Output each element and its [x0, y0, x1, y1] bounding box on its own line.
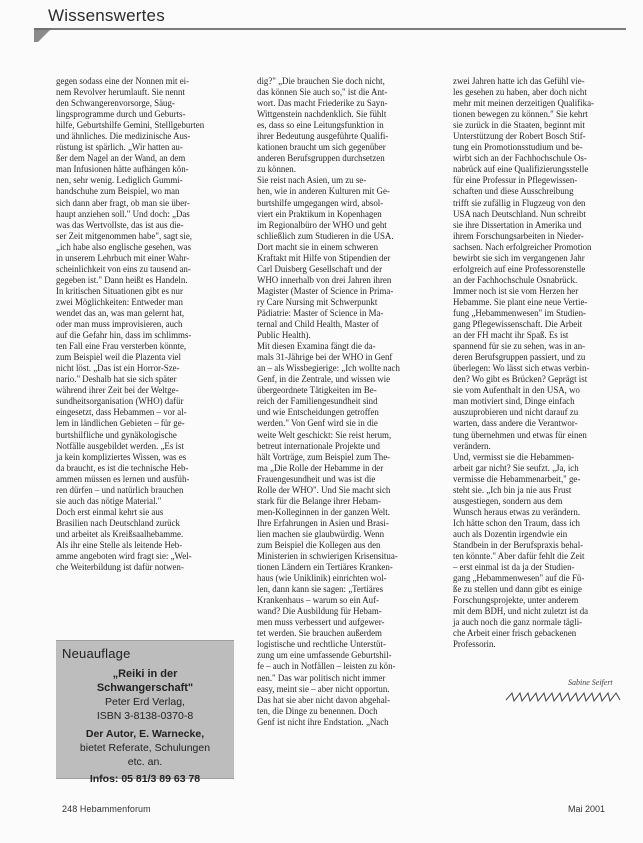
text-line: mit dem BDH, und nicht zuletzt ist da: [453, 606, 589, 617]
text-line: easy, meint sie – aber nicht opportun.: [257, 683, 390, 694]
signature-scribble-icon: [504, 690, 622, 704]
text-line: lingsprogramme durch und Geburts-: [56, 109, 186, 120]
text-line: wirbt sich an der Fachhochschule Os-: [453, 153, 587, 164]
text-line: hilfe, Geburtshilfe Gemini, Stelllgeburten: [56, 120, 205, 131]
text-line: das können Sie auch so," ist die Ant-: [257, 87, 388, 98]
text-line: ma „Die Rolle der Hebamme in der: [257, 462, 384, 473]
text-line: mehr mit meinen derzeitigen Qualifika-: [453, 98, 594, 109]
text-line: nem Revolver herumlauft. Sie nennt: [56, 87, 185, 98]
section-title: Wissenswertes: [48, 6, 165, 25]
text-line: übergeordnete Tätigkeiten im Be-: [257, 385, 377, 396]
text-line: Public Health).: [257, 330, 311, 341]
text-line: an – als Wissbegierige: „Ich wollte nach: [257, 363, 400, 374]
text-line: zung um eine umfassende Geburtshil-: [257, 650, 392, 661]
text-line: che Arbeit einer frisch gebackenen: [453, 628, 577, 639]
footer-date: Mai 2001: [568, 804, 606, 814]
text-line: Krankenhaus – warum so ein Auf-: [257, 595, 380, 606]
text-line: Pädiatrie: Master of Science in Ma-: [257, 307, 384, 318]
text-line: Genf ist nicht ihre Endstation. „Nach: [257, 716, 389, 727]
text-line: und wie Entscheidungen getroffen: [257, 407, 379, 418]
text-line: Carl Duisberg Gesellschaft und der: [257, 263, 383, 274]
text-line: werden." Von Genf wird sie in die: [257, 418, 378, 429]
book-offer-2: etc. an.: [127, 756, 163, 768]
text-line: deren Berufsgruppen passiert, und zu: [453, 352, 586, 363]
text-line: für eine Professur in Pflegewissen-: [453, 175, 578, 186]
text-line: weite Welt geschickt: Sie reist herum,: [257, 429, 392, 440]
text-line: ten, die Dinge zu benennen. Doch: [257, 705, 378, 716]
text-line: tionen bewegen zu können." Sie kehrt: [453, 109, 588, 120]
text-line: arbeit gar nicht? Sie seufzt. „Ja, ich: [453, 462, 579, 473]
text-line: nen, sehr wenig. Lediglich Gummi-: [56, 175, 183, 186]
text-line: dig?" „Die brauchen Sie doch nicht,: [257, 76, 385, 86]
column-right: [453, 76, 631, 650]
text-line: logistische und rechtliche Unterstüt-: [257, 639, 386, 650]
text-line: schaften und diese Ausschreibung: [453, 186, 574, 197]
text-line: wort. Das macht Friederike zu Sayn-: [257, 98, 388, 109]
text-line: während ihrer Zeit bei der Weltge-: [56, 385, 179, 396]
text-line: in unserem Lehrbuch mit einer Wahr-: [56, 252, 190, 263]
book-offer: bietet Referate, Schulungen: [79, 742, 211, 754]
text-line: lien machen sie glaubwürdig. Wenn: [257, 528, 385, 539]
text-line: ja kein kompliziertes Wissen, was es: [56, 451, 187, 462]
text-line: tionen Ländern ein Tertiäres Kranken-: [257, 562, 393, 573]
text-line: es, dass so eine Leitungsfunktion in: [257, 120, 384, 131]
text-line: im Regionalbüro der WHO und geht: [257, 219, 387, 230]
text-line: haus (wie Uniklinik) einrichten wol-: [257, 573, 387, 584]
book-infos: Infos: 05 81/3 89 63 78: [89, 773, 201, 785]
text-line: che Weiterbildung ist dafür notwen-: [56, 562, 184, 573]
text-line: stark für die Belange ihrer Hebam-: [257, 495, 381, 506]
text-line: hält Vorträge, zum Beispiel zum The-: [257, 451, 391, 462]
text-line: „ich habe also englische gesehen, was: [56, 241, 192, 252]
text-line: mals 31-Jährige bei der WHO in Genf: [257, 352, 393, 363]
text-line: kationen braucht um sich gegenüber: [257, 142, 386, 153]
text-line: ten könnte." Aber dafür fehlt die Zeit: [453, 551, 585, 562]
text-line: Und, vermisst sie die Hebammen-: [453, 451, 575, 462]
text-line: zum Beispiel die Kollegen aus den: [257, 539, 381, 550]
text-line: Das hat sie aber nicht davon abgehal-: [257, 694, 391, 705]
book-advertisement-box: [56, 640, 234, 785]
text-line: gang Pflegewissenschaft. Die Arbeit: [453, 319, 583, 330]
text-line: Hebamme. Sie plant eine neue Vertie-: [453, 296, 588, 307]
text-line: bewirbt sie sich im vergangenen Jahr: [453, 252, 585, 263]
text-line: an der FH macht ihr Spaß. Es ist: [453, 330, 569, 341]
text-line: an der Fachhochschule Osnabrück.: [453, 274, 578, 285]
book-publisher: Peter Erd Verlag,: [105, 696, 185, 708]
text-line: warten, dass andere die Verantwor-: [453, 418, 578, 429]
text-line: da braucht, es ist die technische Heb-: [56, 462, 189, 473]
text-line: reich der Familiengesundheit sind: [257, 396, 378, 407]
text-line: sundheitsorganisation (WHO) dafür: [56, 396, 184, 407]
text-line: USA nach Deutschland. Nun schreibt: [453, 208, 586, 219]
text-line: Genf, in die Zentrale, und wissen wie: [257, 374, 391, 385]
book-author: Der Autor, E. Warnecke,: [85, 728, 205, 740]
text-line: les gesehen zu haben, aber doch nicht: [453, 87, 587, 98]
book-isbn: ISBN 3-8138-0370-8: [96, 710, 194, 722]
text-line: sachsen. Nach erfolgreicher Promotion: [453, 241, 592, 252]
text-line: zwei Jahren hatte ich das Gefühl vie-: [453, 76, 585, 86]
text-line: Ihre Erfahrungen in Asien und Brasi-: [257, 517, 389, 528]
text-line: Unterstützung der Robert Bosch Stif-: [453, 131, 586, 142]
text-line: Wittgenstein nachdenklich. Sie fühlt: [257, 109, 387, 120]
text-line: sie vom Aufenthalt in den USA, wo: [453, 385, 580, 396]
text-line: nen." Das war politisch nicht immer: [257, 672, 386, 683]
column-left: [56, 76, 234, 573]
text-line: nabrück auf eine Qualifizierungsstelle: [453, 164, 589, 175]
text-line: haupt anziehen soll." Und doch: „Das: [56, 208, 190, 219]
text-line: men-Kolleginnen in der ganzen Welt.: [257, 506, 390, 517]
footer-issue: 248 Hebammenforum: [62, 804, 151, 814]
text-line: Rolle der WHO". Und Sie macht sich: [257, 484, 391, 495]
text-line: ßer dem Nagel an der Wand, an dem: [56, 153, 186, 164]
text-line: betreut internationale Projekte und: [257, 440, 380, 451]
text-line: ja auch noch die ganz normale tägli-: [453, 617, 583, 628]
text-line: gegen sodass eine der Nonnen mit ei-: [56, 76, 190, 86]
text-line: ße zu stellen und dann gibt es einige: [453, 584, 582, 595]
text-line: auszuprobieren und nicht darauf zu: [453, 407, 579, 418]
text-line: tung übernehmen und etwas für einen: [453, 429, 587, 440]
text-line: und arbeitet als Kreißsaalhebamme.: [56, 528, 184, 539]
text-line: sie ihre Dissertation in Amerika und: [453, 219, 582, 230]
text-line: was das Wertvollste, das ist aus die-: [56, 219, 184, 230]
text-line: Dort macht sie in einem schweren: [257, 241, 379, 252]
text-line: Als ihr eine Stelle als leitende Heb-: [56, 539, 183, 550]
text-line: anderen Berufsgruppen durchsetzen: [257, 153, 385, 164]
text-line: Doch erst einmal kehrt sie aus: [56, 506, 164, 517]
text-line: zu können.: [257, 164, 296, 175]
text-line: Standbein in der Berufspraxis behal-: [453, 539, 584, 550]
text-line: ihrer Bedeutung ausgeführte Qualifi-: [257, 131, 389, 142]
text-line: man Infusionen hätte aufhängen kön-: [56, 164, 189, 175]
text-line: rüstung ist spärlich. „Wir hatten au-: [56, 142, 183, 153]
text-line: Professorin.: [453, 639, 496, 650]
text-line: Kraftakt mit Hilfe von Stipendien der: [257, 252, 391, 263]
text-line: Brasilien nach Deutschland zurück: [56, 517, 180, 528]
text-line: ry Care Nursing mit Schwerpunkt: [257, 296, 378, 307]
text-line: zwei Möglichkeiten: Entweder man: [56, 296, 183, 307]
text-line: fung „Hebammenwesen" im Studien-: [453, 307, 587, 318]
text-line: scheinlichkeit von eins zu tausend an-: [56, 263, 191, 274]
text-line: spannend für sie zu sehen, was in an-: [453, 341, 586, 352]
book-label: Neuauflage: [62, 646, 131, 661]
text-line: überlegen: Wo lässt sich etwas verbin-: [453, 363, 590, 374]
text-line: fe – auch in Notfällen – leisten zu kön-: [257, 661, 396, 672]
text-line: Wunsch heraus etwas zu verändern.: [453, 506, 581, 517]
text-line: hen, wie in anderen Kulturen mit Ge-: [257, 186, 390, 197]
text-line: auf die Gefahr hin, dass im schlimms-: [56, 330, 192, 341]
text-line: tung ein Promotionsstudium und be-: [453, 142, 583, 153]
book-title-line-1: „Reiki in der: [112, 668, 178, 680]
text-line: gang „Hebammenwesen" auf die Fü-: [453, 573, 585, 584]
text-line: man motiviert sind, Dinge einfach: [453, 396, 575, 407]
text-line: viert ein Praktikum in Kopenhagen: [257, 208, 382, 219]
text-line: burtshilfliche und gynäkologische: [56, 429, 177, 440]
text-line: verändern.: [453, 440, 491, 451]
text-line: sie auch das nötige Material.": [56, 495, 162, 506]
text-line: nario." Deshalb hat sie sich später: [56, 374, 177, 385]
book-title-line-2: Schwangerschaft": [96, 682, 194, 694]
text-line: erfolgreich auf eine Professorenstelle: [453, 263, 586, 274]
text-line: Sie reist nach Asien, um zu se-: [257, 175, 367, 186]
text-line: den? Wo gibt es Brücken? Geprägt ist: [453, 374, 588, 385]
text-line: Frauengesundheit und was ist die: [257, 473, 376, 484]
text-line: Ich hätte schon den Traum, dass ich: [453, 517, 580, 528]
text-line: eingesetzt, dass Hebammen – vor al-: [56, 407, 187, 418]
text-line: Magister (Master of Science in Prima-: [257, 285, 394, 296]
text-line: WHO innerhalb von drei Jahren ihren: [257, 274, 392, 285]
text-line: men muss verbessert und aufgewer-: [257, 617, 385, 628]
text-line: wand? Die Ausbildung für Hebam-: [257, 606, 382, 617]
text-line: zum Beispiel weil die Plazenta viel: [56, 352, 181, 363]
text-line: In kritischen Situationen gibt es nur: [56, 285, 183, 296]
text-line: amme angeboten wird fragt sie: „Wel-: [56, 551, 192, 562]
text-line: ser Zeit mitgenommen habe", sagt sie,: [56, 230, 192, 241]
text-line: nicht löst. „Das ist ein Horror-Sze-: [56, 363, 180, 374]
column-middle: [257, 76, 435, 728]
text-line: sich dann aber fragt, ob man sie über-: [56, 197, 190, 208]
text-line: tet werden. Sie brauchen außerdem: [257, 628, 382, 639]
author-signature: Sabine Seifert: [568, 678, 613, 687]
text-line: steht sie. „Ich bin ja nie aus Frust: [453, 484, 572, 495]
text-line: lem in ländlichen Gebieten – für ge-: [56, 418, 185, 429]
text-line: sie zurück in die Staaten, beginnt mit: [453, 120, 585, 131]
header-rule: [34, 28, 626, 30]
text-line: burtshilfe umgegangen wird, absol-: [257, 197, 384, 208]
text-line: Ministerien in schwierigen Krisensitua-: [257, 551, 398, 562]
text-line: vermisse die Hebammenarbeit," ge-: [453, 473, 581, 484]
text-line: ren dürfen – und natürlich brauchen: [56, 484, 184, 495]
text-line: ihrem Forschungsarbeiten in Nieder-: [453, 230, 584, 241]
text-line: Notfälle ausgebildet werden. „Es ist: [56, 440, 184, 451]
text-line: ternal and Child Health, Master of: [257, 319, 379, 330]
text-line: ten Fall eine Frau versterben könnte,: [56, 341, 187, 352]
text-line: auch als Dozentin irgendwie ein: [453, 528, 568, 539]
text-line: den Schwangerenvorsorge, Säug-: [56, 98, 175, 109]
text-line: gegeben ist." Dann heißt es Handeln.: [56, 274, 188, 285]
text-line: und ähnliches. Die medizinische Aus-: [56, 131, 191, 142]
text-line: wendet das an, was man gelernt hat,: [56, 307, 185, 318]
text-line: handschuhe zum Beispiel, wo man: [56, 186, 180, 197]
text-line: Forschungsprojekte, unter anderem: [453, 595, 579, 606]
corner-mark: [34, 28, 56, 42]
text-line: oder man muss improvisieren, auch: [56, 319, 183, 330]
text-line: len, dann kann sie sagen: „Tertiäres: [257, 584, 384, 595]
text-line: Mit diesen Examina fängt die da-: [257, 341, 376, 352]
text-line: schließlich zum Studieren in die USA.: [257, 230, 394, 241]
text-line: ammen müssen es lernen und ausfüh-: [56, 473, 190, 484]
text-line: – erst einmal ist da ja der Studien-: [453, 562, 575, 573]
text-line: ausgestiegen, sondern aus dem: [453, 495, 563, 506]
text-line: trifft sie zufällig in Flugzeug von den: [453, 197, 586, 208]
text-line: Immer noch ist sie vom Herzen her: [453, 285, 579, 296]
